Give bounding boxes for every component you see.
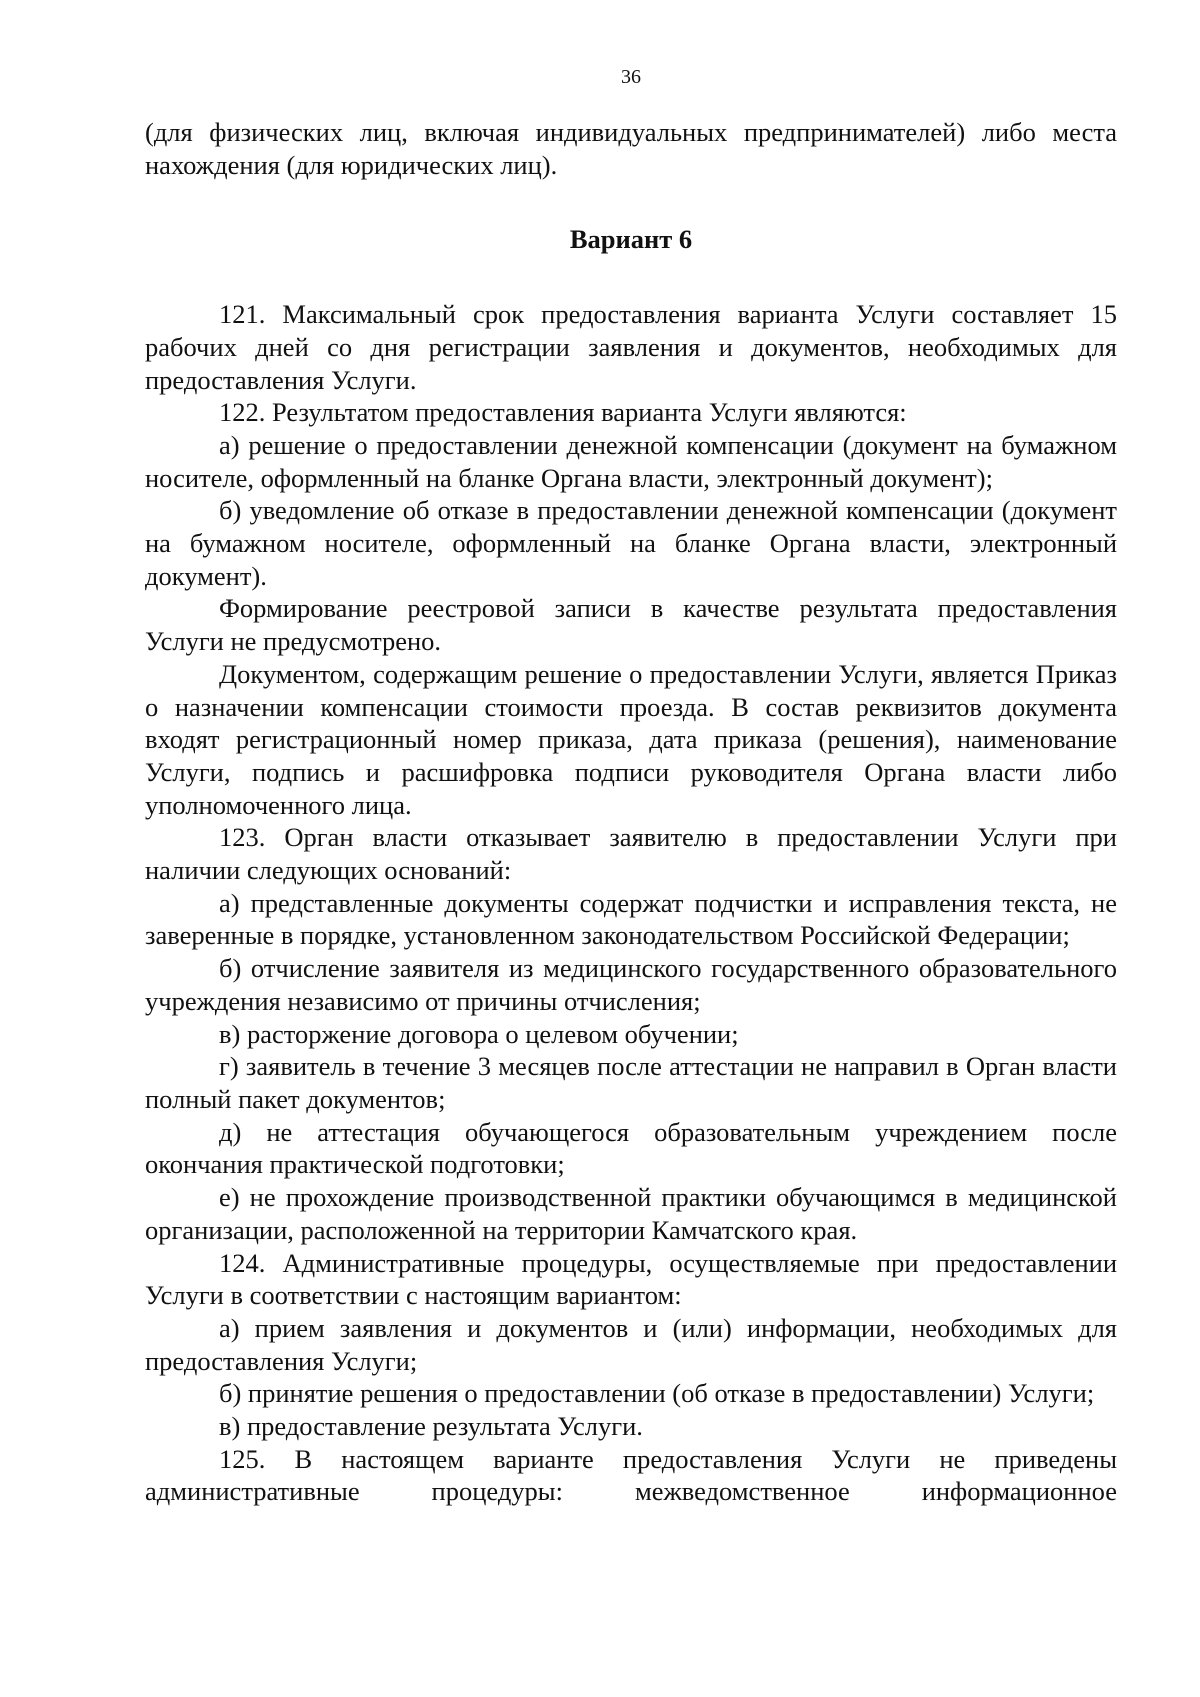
paragraph-123-v: в) расторжение договора о целевом обучении; [219, 1018, 739, 1049]
paragraph-124: 124. Административные процедуры, осуществляемые при предоставлении Услуги в соответствии с настоящим вариантом: [145, 1247, 1117, 1311]
paragraph-122-b: б) уведомление об отказе в предоставлении денежной компенсации (документ на бумажном носителе, оформленный на бланке Органа власти, электронный документ). [145, 495, 1117, 591]
paragraph-124-a: а) прием заявления и документов и (или) информации, необходимых для предоставления Услуги; [145, 1312, 1117, 1376]
section-heading: Вариант 6 [569, 224, 693, 255]
paragraph-122: 122. Результатом предоставления варианта Услуги являются: [219, 397, 907, 428]
paragraph-123-e: е) не прохождение производственной практики обучающимся в медицинской организации, расположенной на территории Камчатского края. [145, 1182, 1117, 1245]
paragraph-124-b: б) принятие решения о предоставлении (об отказе в предоставлении) Услуги; [219, 1378, 1095, 1409]
intro-paragraph: (для физических лиц, включая индивидуальных предпринимателей) либо места нахождения (для юридических лиц). [145, 117, 1117, 180]
paragraph-125: 125. В настоящем варианте предоставления Услуги не приведены административные процедуры: межведомственное информационное [145, 1443, 1117, 1507]
paragraph-decision-document: Документом, содержащим решение о предоставлении Услуги, является Приказ о назначении компенсации стоимости проезда. В состав реквизитов документа входят регистрационный номер приказа, дата приказа (решения), наименование Услуги, подпись и расшифровка подписи руководителя Органа власти либо уполномоченного лица. [145, 658, 1117, 820]
paragraph-123: 123. Орган власти отказывает заявителю в предоставлении Услуги при наличии следующих оснований: [145, 822, 1117, 886]
paragraph-122-a: а) решение о предоставлении денежной компенсации (документ на бумажном носителе, оформленный на бланке Органа власти, электронный документ); [145, 429, 1117, 493]
paragraph-registry-note: Формирование реестровой записи в качестве результата предоставления Услуги не предусмотрено. [145, 593, 1117, 657]
paragraph-123-b: б) отчисление заявителя из медицинского государственного образовательного учреждения независимо от причины отчисления; [145, 953, 1117, 1016]
paragraph-124-v: в) предоставление результата Услуги. [219, 1411, 643, 1442]
paragraph-123-g: г) заявитель в течение 3 месяцев после аттестации не направил в Орган власти полный пакет документов; [145, 1051, 1117, 1114]
paragraph-121: 121. Максимальный срок предоставления варианта Услуги составляет 15 рабочих дней со дня регистрации заявления и документов, необходимых для предоставления Услуги. [145, 299, 1117, 395]
paragraph-123-a: а) представленные документы содержат подчистки и исправления текста, не заверенные в порядке, установленном законодательством Российской Федерации; [145, 887, 1117, 951]
page-number: 36 [621, 66, 641, 88]
paragraph-123-d: д) не аттестация обучающегося образовательным учреждением после окончания практической подготовки; [145, 1116, 1117, 1180]
document-body [145, 116, 1117, 1508]
